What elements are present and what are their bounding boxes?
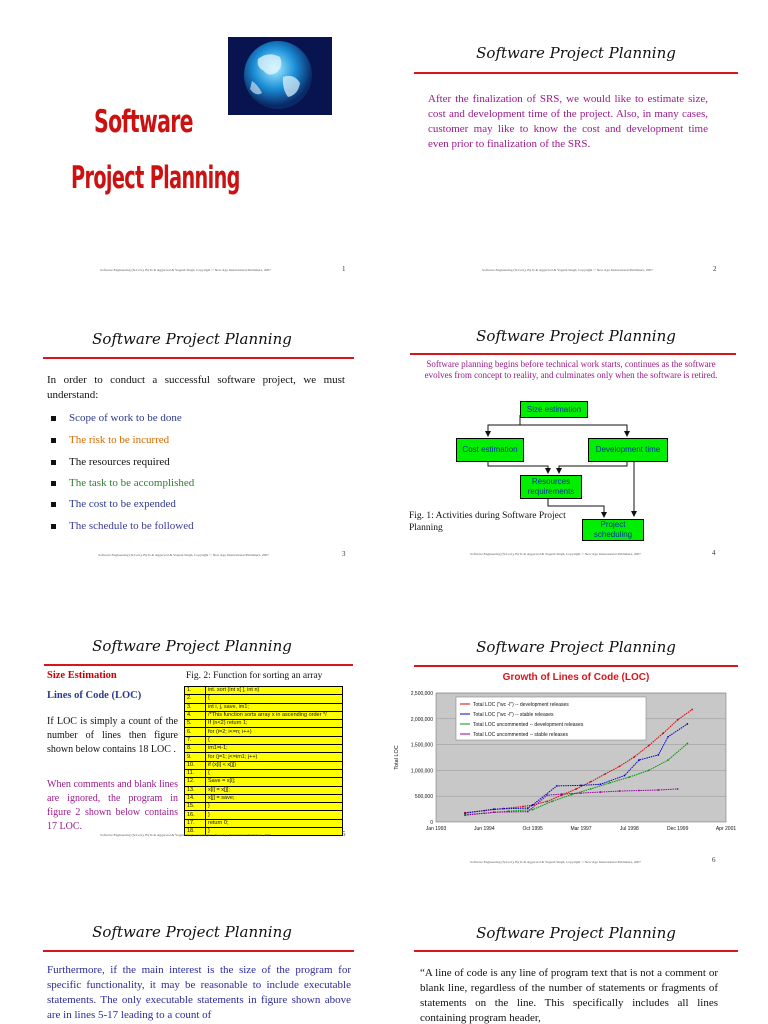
title-rule [43, 357, 354, 359]
heading-size-estimation: Size Estimation [47, 670, 117, 681]
data-point [667, 759, 669, 761]
bullet-text: The resources required [69, 456, 170, 468]
legend-entry: Total LOC uncommented -- development releases [473, 722, 584, 728]
code-row [185, 711, 343, 719]
y-axis-label: Total LOC [394, 745, 400, 770]
x-tick-label: Dec 1999 [666, 826, 689, 832]
code-row [185, 736, 343, 744]
figure-caption: Fig. 1: Activities during Software Project Planning [409, 511, 566, 533]
title-rule [43, 950, 354, 952]
code-line-text: for (i=2; i<=n; i++) [206, 728, 343, 736]
bullet-item [51, 455, 170, 469]
code-line-number: 10. [185, 761, 206, 769]
y-tick-label: 500,000 [414, 794, 433, 801]
data-point [464, 814, 466, 816]
box-size-estimation: Size estimation [520, 401, 588, 418]
box-development-time: Development time [588, 438, 668, 462]
code-row [185, 745, 343, 753]
page-number: 3 [342, 550, 346, 558]
code-row [185, 786, 343, 794]
data-point [648, 770, 650, 772]
data-point [648, 745, 650, 747]
slide-7 [0, 870, 384, 1024]
bullet-square [51, 460, 56, 465]
bullet-square [51, 502, 56, 507]
slide-body: After the finalization of SRS, we would like to estimate size, cost and development time of the project. Also, in many cases, customer may like to know the cost and development time even prior to finalization of the SRS. [428, 93, 708, 150]
code-row [185, 803, 343, 811]
code-line-text: x[i] = x[j]; [206, 786, 343, 794]
x-tick-label: Jun 1994 [474, 826, 495, 832]
data-point [532, 804, 534, 806]
code-row [185, 703, 343, 711]
slide-1 [0, 0, 384, 290]
x-tick-label: Jul 1998 [619, 826, 639, 832]
code-line-text: int. sort (int x[ ], int n) [206, 687, 343, 695]
data-point [667, 736, 669, 738]
cover-title-2: Project Planning [71, 160, 240, 196]
code-line-text: } [206, 803, 343, 811]
data-point [662, 732, 664, 734]
page-number: 4 [712, 549, 716, 557]
code-line-number: 17. [185, 819, 206, 827]
bullet-text: The schedule to be followed [69, 520, 194, 532]
slide-body: Software planning begins before technical work starts, continues as the software evolves from concept to reality, and culminates only when the software is retired. [424, 359, 718, 380]
bullet-item [51, 497, 176, 511]
data-point [522, 806, 524, 808]
data-point [657, 754, 659, 756]
code-line-number: 3. [185, 703, 206, 711]
data-point [638, 759, 640, 761]
code-line-text: If (n<2) return 1; [206, 720, 343, 728]
data-point [619, 790, 621, 792]
data-point [599, 783, 601, 785]
data-point [551, 800, 553, 802]
data-point [691, 709, 693, 711]
y-tick-label: 1,000,000 [410, 768, 433, 775]
data-point [527, 811, 529, 813]
slide-intro: In order to conduct a successful software project, we must understand: [47, 374, 345, 401]
code-line-text: } [206, 828, 343, 836]
slide-title: Software Project Planning [476, 924, 676, 942]
code-line-number: 16. [185, 811, 206, 819]
slide-8 [384, 870, 768, 1024]
diagram-arrows [384, 290, 768, 580]
box-resources-requirements: Resources requirements [520, 475, 582, 499]
code-row [185, 811, 343, 819]
code-row [185, 761, 343, 769]
slide-footer: Software Engineering (3rd ed.), By K.K Aggarwal & Yogesh Singh, Copyright © New Age International Publishers, 2007 [100, 268, 271, 272]
slide-6 [384, 580, 768, 870]
slide-footer: Software Engineering (3rd ed.), By K.K Aggarwal & Yogesh Singh, Copyright © New Age International Publishers, 2007 [470, 552, 641, 556]
data-point [590, 781, 592, 783]
code-row [185, 778, 343, 786]
data-point [624, 775, 626, 777]
code-line-number: 8. [185, 745, 206, 753]
data-point [677, 719, 679, 721]
code-line-text: { [206, 736, 343, 744]
slide-footer: Software Engineering (3rd ed.), By K.K Aggarwal & Yogesh Singh, Copyright © New Age International Publishers, 2007 [470, 860, 641, 864]
page-number: 2 [713, 265, 717, 273]
legend-entry: Total LOC ("wc -l") -- stable releases [473, 712, 554, 718]
y-tick-label: 2,500,000 [410, 691, 433, 697]
data-point [686, 723, 688, 725]
code-line-text: Save = x[i]; [206, 778, 343, 786]
code-line-number: 9. [185, 753, 206, 761]
slide-title: Software Project Planning [476, 327, 676, 345]
code-row [185, 794, 343, 802]
code-line-number: 1. [185, 687, 206, 695]
slide-title: Software Project Planning [476, 44, 676, 62]
x-tick-label: Jan 1993 [425, 826, 447, 832]
title-rule [414, 950, 738, 952]
data-point [599, 791, 601, 793]
page-number: 5 [342, 830, 346, 838]
slide-footer: Software Engineering (3rd ed.), By K.K Aggarwal & Yogesh Singh, Copyright © New Age International Publishers, 2007 [482, 268, 653, 272]
data-point [686, 743, 688, 745]
code-line-number: 18. [185, 828, 206, 836]
data-point [464, 812, 466, 814]
legend-entry: Total LOC uncommented -- stable releases [473, 732, 569, 738]
slide-2 [384, 0, 768, 290]
code-line-text: } [206, 811, 343, 819]
box-cost-estimation: Cost estimation [456, 438, 524, 462]
code-table [184, 686, 343, 836]
code-line-number: 14. [185, 794, 206, 802]
bullet-text: The risk to be incurred [69, 434, 170, 446]
data-point [633, 756, 635, 758]
code-line-number: 6. [185, 728, 206, 736]
slide-3 [0, 290, 384, 580]
y-tick-label: 0 [430, 820, 433, 826]
x-tick-label: Apr 2001 [715, 826, 737, 832]
heading-loc: Lines of Code (LOC) [47, 690, 142, 701]
chart-title: Growth of Lines of Code (LOC) [502, 672, 650, 683]
code-row [185, 819, 343, 827]
bullet-item [51, 433, 169, 447]
slide-footer: Software Engineering (3rd ed.), By K.K Aggarwal & Yogesh Singh, Copyright © New Age International Publishers, 2007 [100, 833, 271, 837]
cover-title-1: Software [94, 104, 193, 140]
bullet-square [51, 416, 56, 421]
loc-chart [384, 670, 768, 860]
code-row [185, 695, 343, 703]
data-point [546, 800, 548, 802]
code-line-text: x[j] = save; [206, 794, 343, 802]
data-point [580, 792, 582, 794]
y-tick-label: 1,500,000 [410, 742, 433, 749]
code-line-text: return 0; [206, 819, 343, 827]
figure-caption: Fig. 2: Function for sorting an array [186, 671, 323, 681]
bullet-item [51, 519, 194, 533]
data-point [575, 788, 577, 790]
slide-4 [384, 290, 768, 580]
data-point [619, 765, 621, 767]
x-tick-label: Mar 1997 [570, 826, 592, 832]
loc-paragraph-1: If LOC is simply a count of the number of lines then figure shown below contains 18 LOC . [47, 716, 178, 755]
bullet-square [51, 524, 56, 529]
bullet-item [51, 476, 194, 490]
loc-paragraph-2: When comments and blank lines are ignored, the program in figure 2 shown below contains 17 LOC. [47, 779, 178, 832]
title-rule [44, 664, 353, 666]
y-tick-label: 2,000,000 [410, 716, 433, 723]
data-point [580, 784, 582, 786]
bullet-square [51, 481, 56, 486]
bullet-item [51, 411, 182, 425]
slide-body: Furthermore, if the main interest is the size of the program for specific functionality, it may be reasonable to include executable statements. The only executable statements in figure shown above are in lines 5-17 leading to a count of [47, 964, 351, 1021]
code-line-number: 13. [185, 786, 206, 794]
code-line-number: 15. [185, 803, 206, 811]
bullet-text: The cost to be expended [69, 498, 176, 510]
data-point [638, 790, 640, 792]
code-line-text: { [206, 695, 343, 703]
code-row [185, 720, 343, 728]
data-point [657, 789, 659, 791]
bullet-text: Scope of work to be done [69, 412, 182, 424]
data-point [609, 782, 611, 784]
code-row [185, 687, 343, 695]
code-line-number: 11. [185, 769, 206, 777]
code-line-text: if (x[i] < x[j]) [206, 761, 343, 769]
code-line-number: 7. [185, 736, 206, 744]
data-point [561, 793, 563, 795]
globe-image [228, 37, 332, 115]
slide-title: Software Project Planning [92, 330, 292, 348]
code-line-number: 5. [185, 720, 206, 728]
code-row [185, 769, 343, 777]
title-rule [414, 72, 738, 74]
page-number: 1 [342, 265, 346, 273]
code-row [185, 753, 343, 761]
code-line-text: im1=i-1; [206, 745, 343, 753]
box-project-scheduling: Project scheduling [582, 519, 644, 541]
code-row [185, 728, 343, 736]
data-point [527, 807, 529, 809]
data-point [604, 773, 606, 775]
legend-entry: Total LOC ("wc -l") -- development releases [473, 702, 569, 708]
code-line-text: { [206, 769, 343, 777]
slide-title: Software Project Planning [476, 638, 676, 656]
code-line-text: /*This function sorts array x in ascending order */ [206, 711, 343, 719]
data-point [546, 794, 548, 796]
code-line-text: int i, j, save, im1; [206, 703, 343, 711]
slide-title: Software Project Planning [92, 923, 292, 941]
title-rule [414, 665, 738, 667]
code-line-number: 12. [185, 778, 206, 786]
data-point [493, 808, 495, 810]
page-number: 6 [712, 856, 716, 864]
code-line-number: 4. [185, 711, 206, 719]
data-point [590, 788, 592, 790]
x-tick-label: Oct 1995 [522, 826, 543, 832]
slide-body: “A line of code is any line of program text that is not a comment or blank line, regardless of the number of statements or fragments of statements on the line. This specifically includes all lines containing program header, [420, 967, 718, 1024]
slide-title: Software Project Planning [92, 637, 292, 655]
slide-5 [0, 580, 384, 870]
data-point [556, 785, 558, 787]
bullet-text: The task to be accomplished [69, 477, 195, 489]
slide-footer: Software Engineering (3rd ed.), By K.K Aggarwal & Yogesh Singh, Copyright © New Age International Publishers, 2007 [98, 553, 269, 557]
data-point [493, 811, 495, 813]
bullet-square [51, 438, 56, 443]
data-point [677, 788, 679, 790]
data-point [532, 809, 534, 811]
code-line-text: for (j=1; j<=im1; j++) [206, 753, 343, 761]
code-line-number: 2. [185, 695, 206, 703]
data-point [628, 776, 630, 778]
